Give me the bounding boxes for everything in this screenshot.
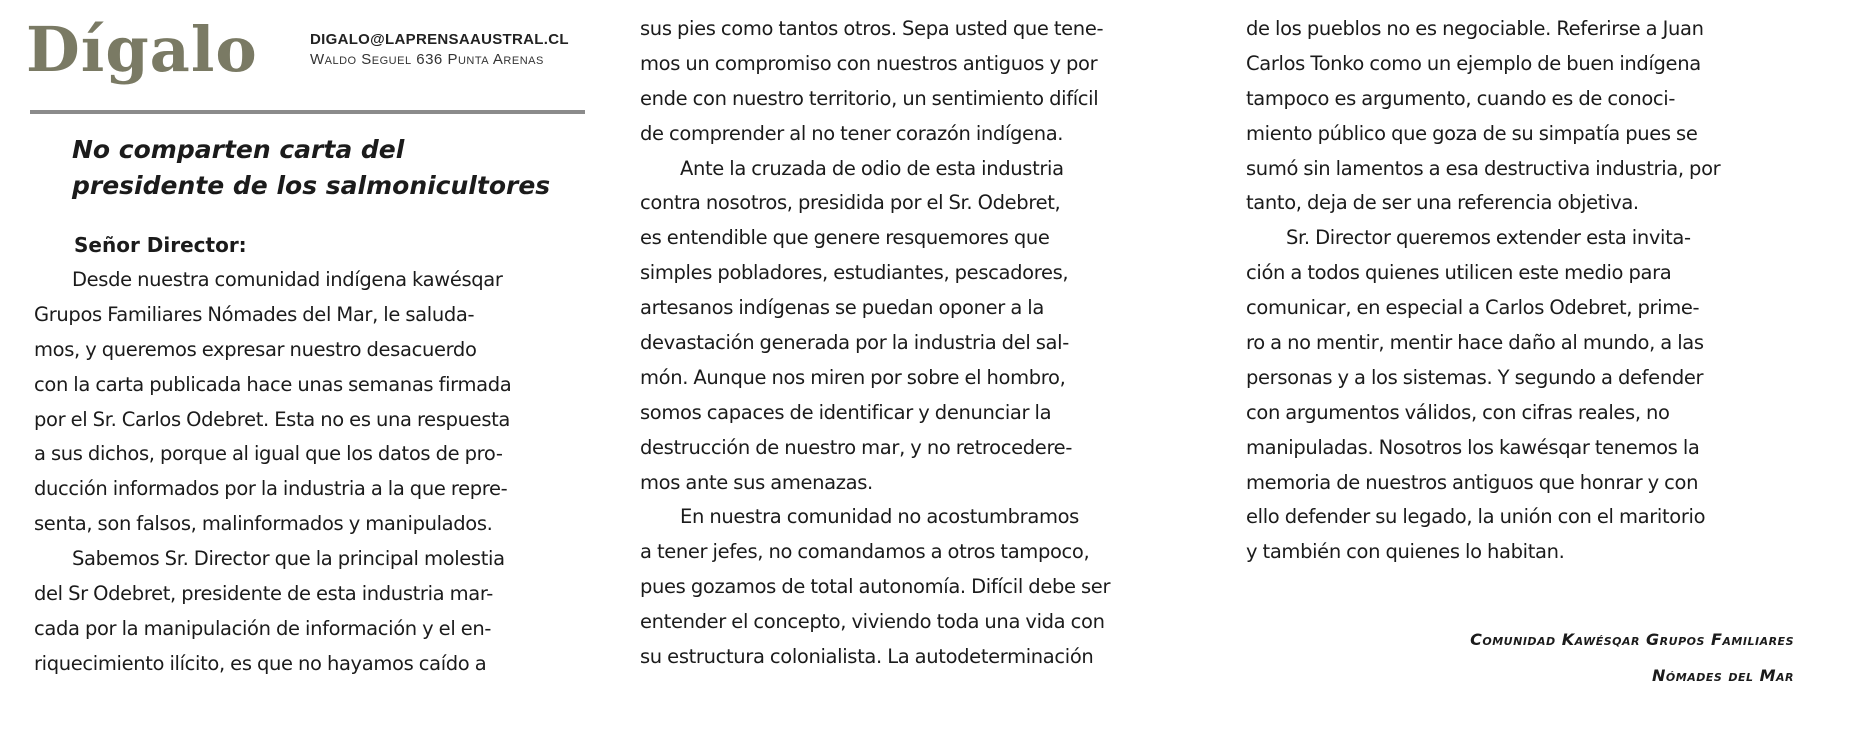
text-line: de comprender al no tener corazón indígena. [640,121,1064,145]
signature-line: Nómades del Mar [1652,666,1794,685]
text-line: memoria de nuestros antiguos que honrar y con [1246,470,1699,494]
text-line: mos ante sus amenazas. [640,470,873,494]
text-line: Grupos Familiares Nómades del Mar, le saluda- [34,302,475,326]
text-column-1 [34,263,549,682]
text-line: sumó sin lamentos a esa destructiva industria, por [1246,156,1721,180]
contact-email: DIGALO@LAPRENSAAUSTRAL.CL [310,31,569,48]
text-line: senta, son falsos, malinformados y manipulados. [34,512,493,536]
text-line: ende con nuestro territorio, un sentimiento difícil [640,86,1099,110]
text-line: Desde nuestra comunidad indígena kawésqar [72,268,503,291]
text-line: ducción informados por la industria a la que repre- [34,477,508,501]
text-line: artesanos indígenas se puedan oponer a la [640,296,1044,320]
text-line: ro a no mentir, mentir hace daño al mundo, a las [1246,331,1704,355]
text-line: riquecimiento ilícito, es que no hayamos caído a [34,651,487,675]
text-line: manipuladas. Nosotros los kawésqar tenemos la [1246,435,1700,459]
text-column-3 [1246,12,1720,570]
text-line: sus pies como tantos otros. Sepa usted que tene- [640,17,1104,40]
text-line: comunicar, en especial a Carlos Odebret, prime- [1246,296,1700,320]
text-line: del Sr Odebret, presidente de esta industria mar- [34,582,493,606]
letter-signature [1470,622,1794,694]
letter-salutation: Señor Director: [74,233,247,257]
text-line: devastación generada por la industria del sal- [640,331,1069,355]
text-line: miento público que goza de su simpatía pues se [1246,121,1698,145]
text-line: con la carta publicada hace unas semanas firmada [34,372,512,396]
text-line: somos capaces de identificar y denunciar la [640,400,1052,424]
contact-info [310,30,569,70]
text-line: ción a todos quienes utilicen este medio para [1246,261,1672,285]
text-line: En nuestra comunidad no acostumbramos [680,505,1079,529]
text-line: de los pueblos no es negociable. Referirse a Juan [1246,17,1704,40]
text-line: por el Sr. Carlos Odebret. Esta no es una respuesta [34,407,511,431]
masthead-divider [30,110,585,114]
signature-line: Comunidad Kawésqar Grupos Familiares [1470,630,1794,649]
text-line: tampoco es argumento, cuando es de conoci- [1246,86,1676,110]
contact-address: Waldo Seguel 636 Punta Arenas [310,51,544,68]
section-title: Dígalo [26,13,258,86]
text-line: a sus dichos, porque al igual que los datos de pro- [34,442,503,466]
text-line: a tener jefes, no comandamos a otros tampoco, [640,540,1090,564]
text-column-2 [640,12,1110,675]
text-line: simples pobladores, estudiantes, pescadores, [640,261,1069,285]
headline-line: No comparten carta del [72,135,405,164]
text-line: Sr. Director queremos extender esta invita- [1286,226,1691,250]
text-line: entender el concepto, viviendo toda una vida con [640,610,1105,634]
text-line: pues gozamos de total autonomía. Difícil debe ser [640,575,1111,599]
text-line: contra nosotros, presidida por el Sr. Odebret, [640,191,1061,215]
text-line: món. Aunque nos miren por sobre el hombro, [640,365,1066,389]
text-line: Sabemos Sr. Director que la principal molestia [72,547,505,571]
text-line: personas y a los sistemas. Y segundo a defender [1246,365,1704,389]
text-line: es entendible que genere resquemores que [640,226,1050,250]
headline-line: presidente de los salmonicultores [72,171,551,200]
text-line: y también con quienes lo habitan. [1246,540,1565,564]
article-headline [72,132,550,204]
text-line: su estructura colonialista. La autodeterminación [640,645,1094,669]
text-line: Carlos Tonko como un ejemplo de buen indígena [1246,51,1701,75]
text-line: Ante la cruzada de odio de esta industria [680,156,1064,180]
text-line: destrucción de nuestro mar, y no retrocedere- [640,435,1073,459]
text-line: cada por la manipulación de información y el en- [34,616,492,640]
text-line: ello defender su legado, la unión con el maritorio [1246,505,1706,529]
text-line: con argumentos válidos, con cifras reales, no [1246,400,1670,424]
text-line: mos un compromiso con nuestros antiguos y por [640,51,1098,75]
text-line: tanto, deja de ser una referencia objetiva. [1246,191,1639,215]
text-line: mos, y queremos expresar nuestro desacuerdo [34,337,477,361]
